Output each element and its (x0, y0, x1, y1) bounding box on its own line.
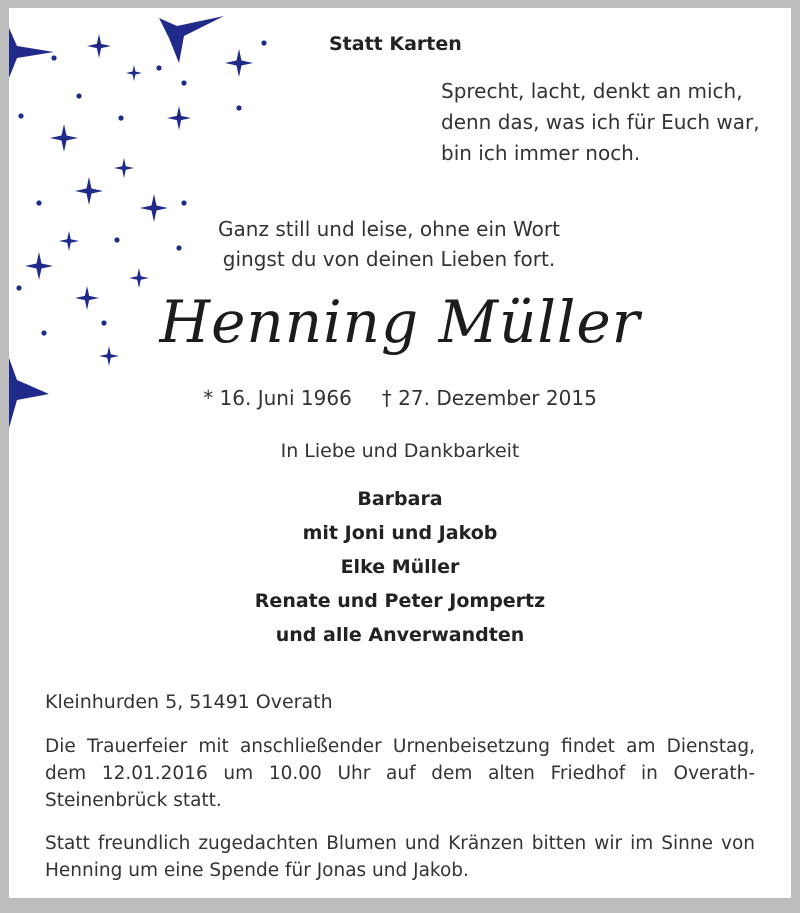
dot-icon (181, 80, 186, 85)
family-member: mit Joni und Jakob (302, 522, 498, 544)
dot-icon (51, 55, 56, 60)
star-icon (225, 49, 253, 77)
dot-icon (118, 115, 123, 120)
verse-line: gingst du von deinen Lieben fort. (222, 247, 556, 271)
motto-line: denn das, was ich für Euch war, (441, 110, 760, 134)
family-list (9, 482, 791, 652)
dot-icon (76, 93, 81, 98)
dot-icon (236, 105, 241, 110)
star-icon (87, 34, 111, 58)
motto-line: Sprecht, lacht, denkt an mich, (441, 79, 743, 103)
star-icon (59, 231, 79, 251)
dot-icon (18, 113, 23, 118)
obituary-card (9, 8, 791, 898)
dot-icon (261, 40, 266, 45)
family-member: Elke Müller (340, 556, 460, 578)
dot-icon (156, 65, 161, 70)
star-icon (9, 28, 54, 78)
death-date: † 27. Dezember 2015 (381, 386, 597, 410)
donation-info: Statt freundlich zugedachten Blumen und Kränzen bitten wir im Sinne von Henning um eine Spende für Jonas und Jakob. (45, 833, 755, 881)
verse-line: Ganz still und leise, ohne ein Wort (218, 217, 560, 241)
star-icon (167, 106, 191, 130)
family-member: Renate und Peter Jompertz (254, 590, 546, 612)
funeral-info: Die Trauerfeier mit anschließender Urnenbeisetzung findet am Dienstag, dem 12.01.2016 um 10.00 Uhr auf dem alten Friedhof in Overath-Steinenbrück statt. (45, 736, 755, 811)
star-icon (75, 177, 103, 205)
verse (139, 214, 639, 274)
family-member: und alle Anverwandten (275, 624, 525, 646)
star-icon (114, 158, 134, 178)
motto (441, 76, 760, 169)
thanks-line: In Liebe und Dankbarkeit (280, 440, 520, 462)
star-icon (25, 252, 53, 280)
dot-icon (36, 200, 41, 205)
deceased-name: Henning Müller (159, 288, 641, 356)
dot-icon (181, 200, 186, 205)
dot-icon (114, 237, 119, 242)
header-title: Statt Karten (329, 33, 462, 55)
star-icon (126, 65, 142, 81)
birth-date: * 16. Juni 1966 (203, 386, 352, 410)
address: Kleinhurden 5, 51491 Overath (45, 691, 333, 713)
star-icon (159, 16, 224, 63)
family-member: Barbara (357, 488, 443, 510)
star-icon (50, 124, 78, 152)
motto-line: bin ich immer noch. (441, 141, 641, 165)
life-dates (9, 386, 791, 410)
